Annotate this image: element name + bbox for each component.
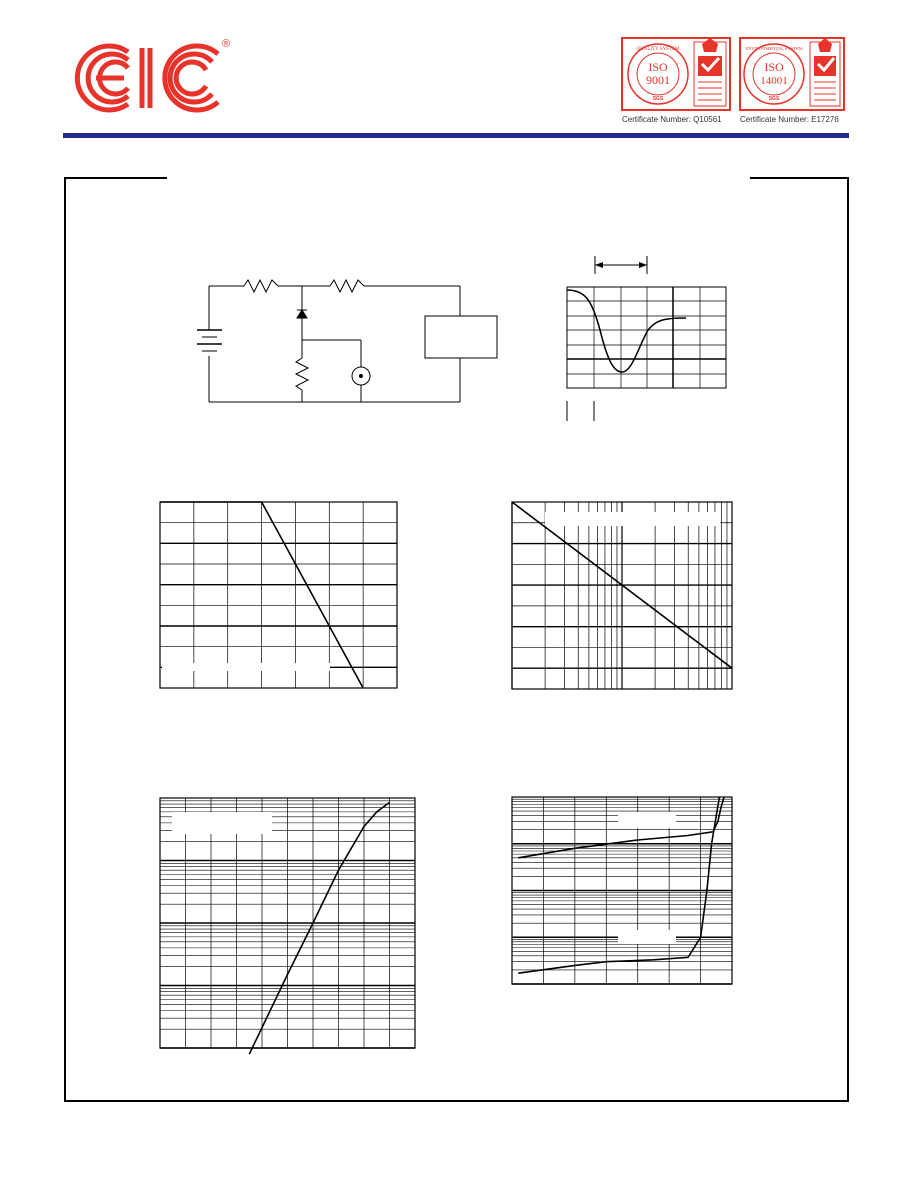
cert-caption-q: Certificate Number: Q10561	[622, 115, 722, 124]
recovery-waveform	[567, 256, 726, 421]
svg-text:ENVIRONMENTAL SYSTEM: ENVIRONMENTAL SYSTEM	[745, 46, 803, 51]
test-circuit	[197, 280, 497, 402]
series-line-forward	[249, 802, 389, 1054]
svg-text:SGS: SGS	[652, 96, 664, 102]
annotation-blank	[162, 663, 330, 671]
svg-text:9001: 9001	[646, 73, 670, 87]
svg-text:ISO: ISO	[764, 60, 784, 74]
annotation-blank	[545, 512, 720, 526]
chart-derating	[160, 502, 397, 688]
chart-surge	[512, 502, 732, 689]
svg-text:SGS: SGS	[768, 96, 780, 102]
chart-forward	[160, 798, 415, 1054]
annotation-blank	[172, 812, 272, 834]
svg-text:QUALITY SYSTEM: QUALITY SYSTEM	[636, 47, 680, 52]
chart-frame	[160, 502, 397, 688]
cert-caption-e: Certificate Number: E17276	[740, 115, 839, 124]
registered-mark: ®	[222, 38, 231, 50]
annotation-blank	[618, 812, 676, 828]
svg-text:14001: 14001	[760, 75, 788, 87]
svg-text:ISO: ISO	[648, 60, 668, 74]
annotation-blank	[618, 930, 676, 944]
